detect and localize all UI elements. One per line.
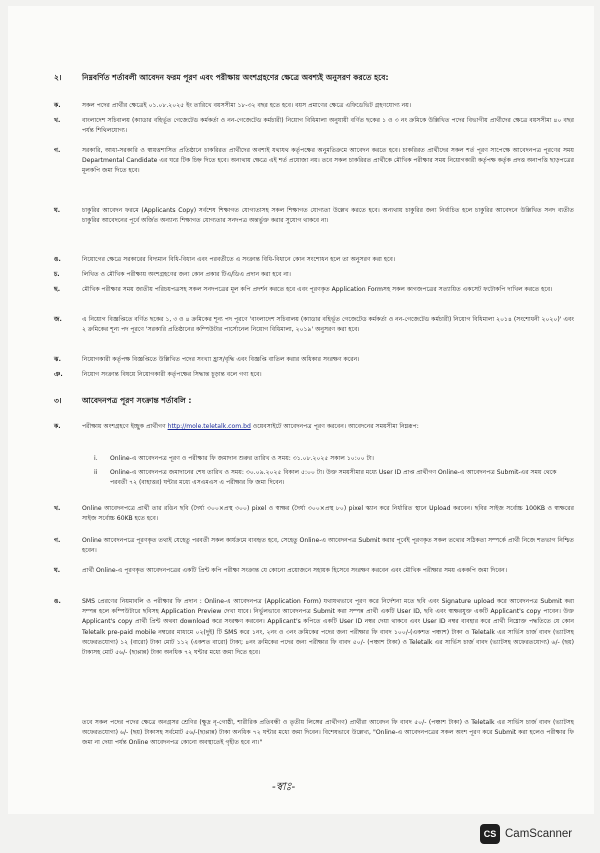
section-2-item-cha — [54, 270, 574, 280]
sub-marker: ii — [94, 469, 98, 476]
section-2-item-ka — [54, 101, 574, 111]
deadline-item-ii — [94, 468, 574, 488]
item-marker: চ. — [54, 271, 60, 278]
section-2-heading — [54, 72, 388, 85]
application-website-link[interactable]: http://mole.teletalk.com.bd — [167, 423, 251, 430]
section-2-item-ja — [54, 315, 574, 335]
section-3-item-ga — [54, 536, 574, 556]
camscanner-logo-icon: CS — [480, 824, 500, 844]
sub-marker: i. — [94, 455, 98, 462]
section-2-item-jha — [54, 355, 574, 365]
deadline-item-i — [94, 454, 574, 464]
section-2-number: ২। — [54, 73, 62, 82]
section-2-item-ga — [54, 146, 574, 177]
item-text: SMS প্রেরণের নিয়মাবলি ও পরীক্ষার ফি প্রদান : Online-এ আবেদনপত্র (Application Form) যথাযথভাবে পূরণ করে নির্দেশনা মতে ছবি এবং Signature upload করে আবেদনপত্র Submit করা সম্পন্ন হলে কম্পিউটারে ছবিসহ Application Preview দেখা যাবে। নির্ভুলভাবে আবেদনপত্র Submit করা সম্পন্ন প্রার্থী একটি User ID, ছবি এবং স্বাক্ষরযুক্ত একটি Applicant's copy পাবেন। উক্ত Applicant's copy প্রার্থী প্রিন্ট অথবা download করে সংরক্ষণ করবেন। Applicant's কপিতে একটি User ID নম্বর দেয়া থাকবে এবং User ID নম্বর ব্যবহার করে প্রার্থী নিম্নোক্ত পদ্ধতিতে যে কোন Teletalk pre-paid mobile নম্বরের মাধ্যমে ০২(দুই) টি SMS করে ১নং, ২নং ও ৩নং ক্রমিকের পদের জন্য পরীক্ষার ফি বাবদ ১০০/-(একশত পঞ্চাশ) টাকা ও Teletalk এর সার্ভিস চার্জ বাবদ (ভ্যাটসহ অফেরতযোগ্য) ১২ (বারো) টাকা মোট ১১২ (একশত বারো) টাকা; ৪নং ক্রমিকের পদের জন্য পরীক্ষার ফি বাবদ ৫০/- (পঞ্চাশ টাকা) ও Teletalk এর সার্ভিস চার্জ বাবদ (ভ্যাটসহ অফেরতযোগ্য) ৬/- (ছয়) টাকাসহ মোট ৫৬/- (ছাপ্পান্ন) টাকা অনধিক ৭২ ঘন্টার মধ্যে জমা দিতে হবে। — [82, 598, 574, 657]
section-2-item-nya — [54, 370, 574, 380]
item-marker: খ. — [54, 117, 61, 124]
sub-text: Online-এ আবেদনপত্র জমাদানের শেষ তারিখ ও সময়: ৩০.০৯.২০২৫ বিকাল ৫:০০ টা। উক্ত সময়সীমার মধ্যে User ID প্রাপ্ত প্রার্থীগণ Online-এ আবেদনপত্র Submit-এর সময় থেকে পরবর্তী ৭২ (বাহাত্তর) ঘন্টার মধ্যে এসএমএস এ পরীক্ষার ফি জমা দিবেন। — [110, 469, 557, 487]
item-text: নিয়োগ সংক্রান্ত বিষয়ে নিয়োগকারী কর্তৃপক্ষের সিদ্ধান্ত চূড়ান্ত বলে গণ্য হবে। — [82, 371, 262, 378]
item-text: প্রার্থী Online-এ পূরণকৃত আবেদনপত্রের একটি প্রিন্ট কপি পরীক্ষা সংক্রান্ত যে কোনো প্রয়োজনে সহায়ক হিসেবে সংরক্ষণ করবেন এবং মৌখিক পরীক্ষার সময় এককপি জমা দিবেন। — [82, 567, 508, 574]
item-text: Online আবেদনপত্রে পূরণকৃত তথ্যই যেহেতু পরবর্তী সকল কার্যক্রমে ব্যবহৃত হবে, সেহেতু Online-এ আবেদনপত্র Submit করার পূর্বেই পূরণকৃত সকল তথ্যের সঠিকতা সম্পর্কে প্রার্থী নিজে শতভাগ নিশ্চিত হবেন। — [82, 537, 574, 555]
item-marker: ছ. — [54, 286, 61, 293]
item-text: মৌখিক পরীক্ষার সময় জাতীয় পরিচয়পত্রসহ সকল সনদপত্রের মূল কপি প্রদর্শন করতে হবে এবং পূরণকৃত Application Formসহ সকল কাগজপত্রের সত্যায়িত একসেট ফটোকপি দাখিল করতে হবে। — [82, 286, 553, 293]
document-page — [8, 6, 594, 814]
item-text: লিখিত ও মৌখিক পরীক্ষায় অংশগ্রহণের জন্য কোন প্রকার টিএ/ডিএ প্রদান করা হবে না। — [82, 271, 291, 278]
item-text: নিয়োগের ক্ষেত্রে সরকারের বিদ্যমান বিধি-বিধান এবং পরবর্তীতে এ সংক্রান্ত বিধি-বিধানে কোন সংশোধন হলে তা অনুসরণ করা হবে। — [82, 256, 396, 263]
item-text: সকল পদের প্রার্থীর ক্ষেত্রেই ০১.০৮.২০২৫ ইং তারিখে বয়সসীমা ১৮-৩২ বছর হতে হবে। বয়স প্রমাণের ক্ষেত্রে এফিডেভিট গ্রহণযোগ্য নয়। — [82, 102, 412, 109]
item-marker: ঘ. — [54, 567, 61, 574]
section-3-item-umo — [54, 597, 574, 658]
ka-text-post: ওয়েবসাইটে আবেদনপত্র পূরণ করবেন। আবেদনের সময়সীমা নিম্নরূপ: — [252, 423, 419, 430]
section-3-note — [54, 718, 574, 749]
item-marker: ঘ. — [54, 207, 61, 214]
section-2-item-umo — [54, 255, 574, 265]
section-3-number: ৩। — [54, 396, 62, 405]
item-marker: খ. — [54, 505, 61, 512]
camscanner-label: CamScanner — [505, 828, 573, 840]
item-text: নিয়োগকারী কর্তৃপক্ষ বিজ্ঞপ্তিতে উল্লিখিত পদের সংখ্যা হ্রাস/বৃদ্ধি এবং বিজ্ঞপ্তি বাতিল করার অধিকার সংরক্ষণ করেন। — [82, 356, 360, 363]
item-text: চাকুরির আবেদন ফরমে (Applicants Copy) সর্বশেষ শিক্ষাগত যোগ্যতাসহ সকল শিক্ষাগত যোগ্যতা উল্লেখ করতে হবে। অন্যথায় চাকুরির জন্য নির্বাচিত হলে চাকুরির আবেদনে উল্লিখিত সনদ ব্যতীত চাকুরির আবেদনের পূর্বে অর্জিত অন্যান্য শিক্ষাগত যোগ্যতার সনদপত্র অন্তর্ভুক্ত করার সুযোগ থাকবে না। — [82, 207, 574, 225]
item-marker: ঙ. — [54, 598, 61, 605]
signature: -স্বাঃ- — [272, 780, 296, 793]
item-text — [82, 422, 574, 432]
item-text: বাংলাদেশ সচিবালয় (ক্যাডার বহির্ভূত গেজেটেড কর্মকর্তা ও নন-গেজেটেড কর্মচারী) নিয়োগ বিধিমালা অনুযায়ী বর্ণিত ছকের ১ ও ৩ নং ক্রমিকে উল্লিখিত পদের বিভাগীয় প্রার্থীদের ক্ষেত্রে বয়সসীমা ৪০ বছর পর্যন্ত শিথিলযোগ্য। — [82, 117, 574, 135]
section-3-item-ka — [54, 422, 574, 432]
item-marker: ঙ. — [54, 256, 61, 263]
section-3-heading — [54, 395, 191, 408]
item-text: এ নিয়োগ বিজ্ঞপ্তিতে বর্ণিত ছকের ১, ৩ ও ৪ ক্রমিকের শূন্য পদ পূরণে 'বাংলাদেশ সচিবালয় (ক্যাডার বহির্ভূত গেজেটেড কর্মকর্তা ও নন-গেজেটেড কর্মচারী) নিয়োগ বিধিমালা ২০১৪ (সংশোধনী ২০২০)' এবং ২ ক্রমিকের শূন্য পদ পূরণে 'সরকারি প্রতিষ্ঠানের কম্পিউটার পার্সোনেল নিয়োগ বিধিমালা, ২০১৯' অনুসরণ করা হবে। — [82, 316, 574, 334]
ka-text-pre: পরীক্ষায় অংশগ্রহণে ইচ্ছুক প্রার্থীগণ — [82, 423, 166, 430]
section-3-item-gha — [54, 566, 574, 576]
item-text: Online আবেদনপত্রে প্রার্থী তার রঙিন ছবি (দৈর্ঘ্য ৩০০×প্রস্থ ৩০০) pixel ও স্বাক্ষর (দৈর্ঘ্য ৩০০×প্রস্থ ৮০) pixel স্ক্যান করে নির্ধারিত স্থানে Upload করবেন। ছবির সাইজ সর্বোচ্চ 100KB ও স্বাক্ষরের সাইজ সর্বোচ্চ 60KB হতে হবে। — [82, 505, 574, 523]
section-2-item-chha — [54, 285, 574, 295]
item-marker: জ. — [54, 316, 62, 323]
item-marker: ক. — [54, 102, 61, 109]
section-2-title: নিম্নবর্ণিত শর্তাবলী আবেদন ফরম পূরণ এবং পরীক্ষায় অংশগ্রহণের ক্ষেত্রে অবশ্যই অনুসরণ করতে হবে: — [82, 73, 389, 82]
item-marker: ক. — [54, 423, 61, 430]
section-2-item-gha — [54, 206, 574, 226]
section-3-title: আবেদনপত্র পূরণ সংক্রান্ত শর্তাবলি : — [82, 396, 192, 405]
section-3-item-kha — [54, 504, 574, 524]
item-marker: ঞ. — [54, 371, 63, 378]
item-marker: গ. — [54, 147, 61, 154]
fee-note-text: তবে সকল পদের পদের ক্ষেত্রে অনগ্রসর শ্রেণির (ক্ষুদ্র নৃ-গোষ্ঠী, শারীরিক প্রতিবন্ধী ও তৃতীয় লিঙ্গের প্রার্থীগণ) প্রার্থীরা আবেদন ফি বাবদ ৫০/- (পঞ্চাশ টাকা) ও Teletalk এর সার্ভিস চার্জ বাবদ (ভ্যাটসহ অফেরতযোগ্য) ৬/- (ছয়) টাকাসহ সর্বমোট ৫৬/-(ছাপ্পান্ন) টাকা অনধিক ৭২ ঘন্টার মধ্যে জমা দিবেন। বিশেষভাবে উল্লেখ্য, "Online-এ আবেদনপত্রের সকল অংশ পূরণ করে Submit করা হলেও পরীক্ষার ফি জমা না দেয়া পর্যন্ত Online আবেদনপত্র কোনো অবস্থাতেই গৃহীত হবে না।" — [82, 719, 574, 747]
camscanner-watermark — [480, 822, 572, 846]
item-marker: গ. — [54, 537, 61, 544]
item-text: সরকারি, আধা-সরকারি ও স্বায়ত্তশাসিত প্রতিষ্ঠানে চাকরিরত প্রার্থীদের অবশ্যই যথাযথ কর্তৃপক্ষের অনুমতিক্রমে আবেদন করতে হবে। চাকরিরত প্রার্থীদের সকল শর্ত পূরণ সাপেক্ষে আবেদনপত্র পূরণের সময় Departmental Candidate এর ঘরে টিক চিহ্ন দিতে হবে। অন্যথায় ক্ষেত্রে এই শর্ত প্রযোজ্য নয়। তবে সকল চাকরিরত প্রার্থীকে মৌখিক পরীক্ষার সময় নিয়োগকারী কর্তৃপক্ষ কর্তৃক প্রদত্ত অনাপত্তি ছাড়পত্রের মূলকপি জমা দিতে হবে। — [82, 147, 574, 175]
sub-text: Online-এ আবেদনপত্র পূরণ ও পরীক্ষার ফি জমাদান শুরুর তারিখ ও সময়: ৩১.০৮.২০২৫ সকাল ১০:০০ টা। — [110, 455, 374, 462]
section-2-item-kha — [54, 116, 574, 136]
item-marker: ঝ. — [54, 356, 61, 363]
